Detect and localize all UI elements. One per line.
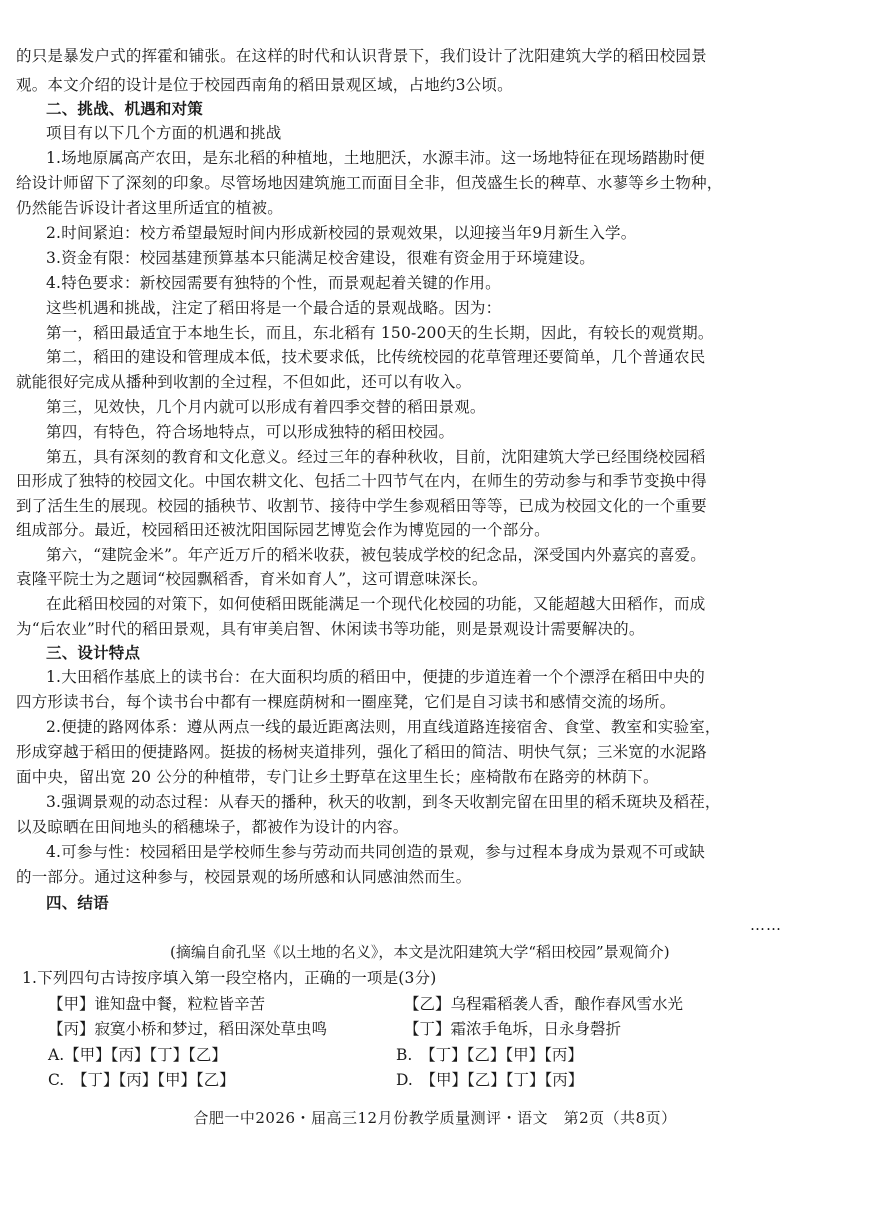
section-heading-4: 四、结语 — [46, 894, 109, 912]
poem-jia: 【甲】谁知盘中餐，粒粒皆辛苦 — [48, 995, 266, 1013]
body-line: 1.场地原属高产农田，是东北稻的种植地，土地肥沃，水源丰沛。这一场地特征在现场踏勘时便 — [46, 149, 705, 167]
page-footer: 合肥一中2026・届高三12月份教学质量测评・语文 第2页（共8页） — [193, 1109, 677, 1127]
body-line: 在此稻田校园的对策下，如何使稻田既能满足一个现代化校园的功能，又能超越大田稻作，而成 — [46, 595, 706, 613]
option-a: A.【甲】【丙】【丁】【乙】 — [48, 1046, 227, 1064]
body-line: 第六，“建院金米”。年产近万斤的稻米收获，被包装成学校的纪念品，深受国内外嘉宾的喜爱。 — [46, 546, 706, 564]
body-line: 第二，稻田的建设和管理成本低，技术要求低，比传统校园的花草管理还要简单，几个普通农民 — [46, 348, 706, 366]
body-line: 就能很好完成从播种到收割的全过程，不但如此，还可以有收入。 — [16, 373, 472, 391]
body-line: 第四，有特色，符合场地特点，可以形成独特的稻田校园。 — [46, 423, 455, 441]
poem-ding: 【丁】霜浓手龟坼，日永身磬折 — [404, 1020, 622, 1038]
body-line: 形成穿越于稻田的便捷路网。挺拔的杨树夹道排列，强化了稻田的简洁、明快气氛；三米宽的水泥路 — [16, 743, 707, 761]
body-line: 这些机遇和挑战，注定了稻田将是一个最合适的景观战略。因为： — [46, 299, 502, 317]
body-line: 3.资金有限：校园基建预算基本只能满足校舍建设，很难有资金用于环境建设。 — [46, 249, 595, 267]
body-line: 组成部分。最近，校园稻田还被沈阳国际园艺博览会作为博览园的一个部分。 — [16, 521, 550, 539]
poem-yi: 【乙】乌程霜稻袭人香，酿作春风雪水光 — [404, 995, 684, 1013]
body-line: 袁隆平院士为之题词“校园飘稻香，育米如育人”，这可谓意味深长。 — [16, 570, 488, 588]
option-c: C. 【丁】【丙】【甲】【乙】 — [48, 1071, 235, 1089]
body-line: 观。本文介绍的设计是位于校园西南角的稻田景观区域，占地约3公顷。 — [16, 76, 513, 94]
section-heading-2: 二、挑战、机遇和对策 — [46, 100, 204, 118]
question-stem: 1.下列四句古诗按序填入第一段空格内，正确的一项是(3分) — [22, 969, 437, 987]
section-heading-3: 三、设计特点 — [46, 644, 141, 662]
body-line: 到了活生生的展现。校园的插秧节、收割节、接待中学生参观稻田等等，已成为校园文化的一个重要 — [16, 497, 707, 515]
body-line: 四方形读书台，每个读书台中都有一棵庭荫树和一圈座凳，它们是自习读书和感情交流的场所。 — [16, 693, 676, 711]
body-line: 第一，稻田最适宜于本地生长，而且，东北稻有 150-200天的生长期，因此，有较长的观赏期。 — [46, 324, 714, 342]
source-citation: (摘编自俞孔坚《以土地的名义》，本文是沈阳建筑大学“稻田校园”景观简介) — [170, 943, 670, 961]
body-line: 的一部分。通过这种参与，校园景观的场所感和认同感油然而生。 — [16, 868, 472, 886]
body-line: 3.强调景观的动态过程：从春天的播种，秋天的收割，到冬天收割完留在田里的稻禾斑块及稻茬， — [46, 793, 721, 811]
option-b: B. 【丁】【乙】【甲】【丙】 — [396, 1046, 583, 1064]
body-line: 4.特色要求：新校园需要有独特的个性，而景观起着关键的作用。 — [46, 274, 501, 292]
body-line: 1.大田稻作基底上的读书台：在大面积均质的稻田中，便捷的步道连着一个个漂浮在稻田中央的 — [46, 668, 705, 686]
body-line: 仍然能告诉设计者这里所适宜的植被。 — [16, 199, 283, 217]
body-line: 的只是暴发户式的挥霍和铺张。在这样的时代和认识背景下，我们设计了沈阳建筑大学的稻田校园景 — [16, 47, 707, 65]
body-line: 2.便捷的路网体系：遵从两点一线的最近距离法则，用直线道路连接宿舍、食堂、教室和实验室， — [46, 718, 721, 736]
body-line: 给设计师留下了深刻的印象。尽管场地因建筑施工而面目全非，但茂盛生长的稗草、水蓼等乡土物种， — [16, 174, 723, 192]
body-line: 第三，见效快，几个月内就可以形成有着四季交替的稻田景观。 — [46, 398, 486, 416]
body-line: 2.时间紧迫：校方希望最短时间内形成新校园的景观效果，以迎接当年9月新生入学。 — [46, 224, 637, 242]
body-line: 为“后农业”时代的稻田景观，具有审美启智、休闲读书等功能，则是景观设计需要解决的。 — [16, 620, 645, 638]
body-line: 项目有以下几个方面的机遇和挑战 — [46, 124, 282, 142]
poem-bing: 【丙】寂寞小桥和梦过，稻田深处草虫鸣 — [48, 1020, 328, 1038]
body-line: 面中央，留出宽 20 公分的种植带，专门让乡土野草在这里生长；座椅散布在路旁的林荫下。 — [16, 768, 659, 786]
body-line: 以及晾晒在田间地头的稻穗垛子，都被作为设计的内容。 — [16, 818, 409, 836]
body-line: 第五，具有深刻的教育和文化意义。经过三年的春种秋收，目前，沈阳建筑大学已经围绕校园稻 — [46, 448, 706, 466]
body-line: 4.可参与性：校园稻田是学校师生参与劳动而共同创造的景观，参与过程本身成为景观不可或缺 — [46, 843, 705, 861]
body-line: 田形成了独特的校园文化。中国农耕文化、包括二十四节气在内，在师生的劳动参与和季节变换中得 — [16, 472, 707, 490]
option-d: D. 【甲】【乙】【丁】【丙】 — [396, 1071, 584, 1089]
ellipsis: …… — [750, 916, 782, 934]
